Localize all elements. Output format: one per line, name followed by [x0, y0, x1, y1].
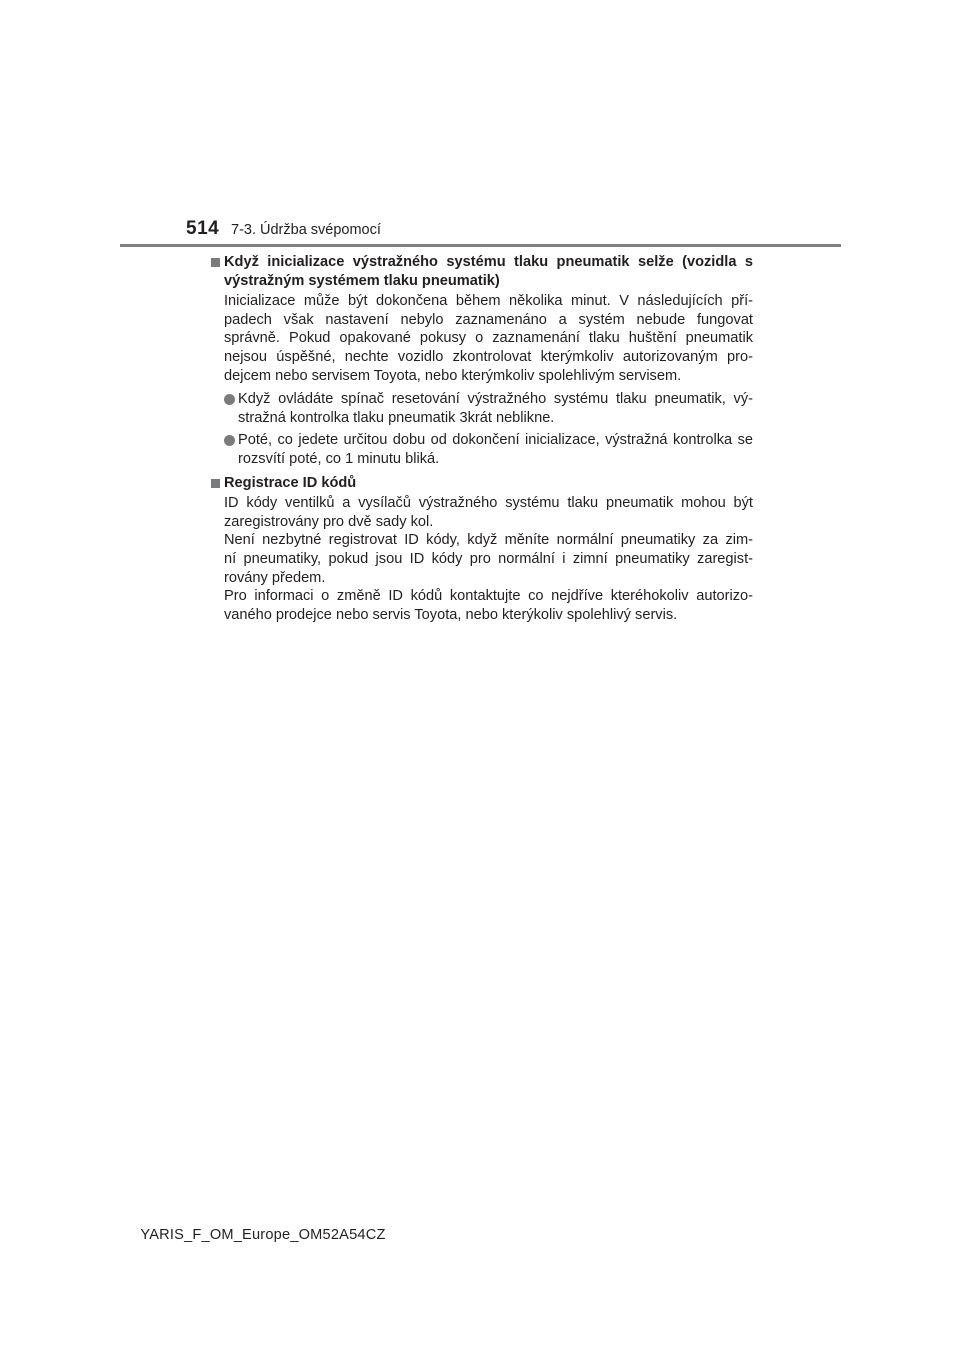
section-title: 7-3. Údržba svépomocí [231, 222, 381, 238]
paragraph-line: Pro informaci o změně ID kódů kontaktujte co nejdříve kteréhokoliv autorizo- [224, 588, 753, 605]
header-divider [120, 244, 841, 247]
square-bullet-icon [211, 258, 220, 267]
paragraph-line: zaregistrovány pro dvě sady kol. [224, 513, 434, 530]
paragraph-line: Inicializace může být dokončena během několika minut. V následujících pří- [224, 293, 753, 310]
paragraph-line: dejcem nebo servisem Toyota, nebo kterýmkoliv spolehlivým servisem. [224, 367, 682, 384]
list-item-text: Poté, co jedete určitou dobu od dokončení inicializace, výstražná kontrolka se rozsvítí poté, co 1 minutu bliká. [238, 432, 753, 467]
list-item-text: Když ovládáte spínač resetování výstražného systému tlaku pneumatik, vý-stražná kontrolka tlaku pneumatik 3krát neblikne. [238, 391, 753, 426]
paragraph-line: nejsou úspěšné, nechte vozidlo zkontrolovat kterýmkoliv autorizovaným pro- [224, 348, 753, 365]
round-bullet-icon [224, 435, 235, 446]
section-paragraph [210, 292, 753, 385]
paragraph-line: ID kódy ventilků a vysílačů výstražného systému tlaku pneumatik mohou být [224, 495, 753, 512]
page-content [210, 253, 753, 624]
heading-text: Registrace ID kódů [224, 474, 357, 491]
document-code-footer [0, 1227, 960, 1243]
document-code: YARIS_F_OM_Europe_OM52A54CZ [140, 1227, 386, 1243]
heading-text: Když inicializace výstražného systému tlaku pneumatik selže (vozidla s výstražným systémem tlaku pneumatik) [224, 254, 753, 289]
list-item [210, 431, 753, 468]
paragraph-line: padech však nastavení nebylo zaznamenáno a systém nebude fungovat [224, 311, 753, 328]
round-bullet-icon [224, 394, 235, 405]
paragraph-line: Není nezbytné registrovat ID kódy, když měníte normální pneumatiky za zim- [224, 532, 753, 549]
paragraph-line: ní pneumatiky, pokud jsou ID kódy pro normální i zimní pneumatiky zaregist- [224, 550, 753, 567]
section-paragraph [210, 494, 753, 624]
paragraph-line: správně. Pokud opakované pokusy o zaznamenání tlaku huštění pneumatik [224, 330, 753, 347]
section-heading-id-code-registration [210, 474, 753, 493]
paragraph-line: rovány předem. [224, 569, 326, 586]
paragraph-line: vaného prodejce nebo servis Toyota, nebo kterýkoliv spolehlivý servis. [224, 606, 678, 623]
page-number: 514 [186, 218, 220, 239]
section-heading-initialization-failure [210, 253, 753, 290]
list-item [210, 390, 753, 427]
square-bullet-icon [211, 479, 220, 488]
